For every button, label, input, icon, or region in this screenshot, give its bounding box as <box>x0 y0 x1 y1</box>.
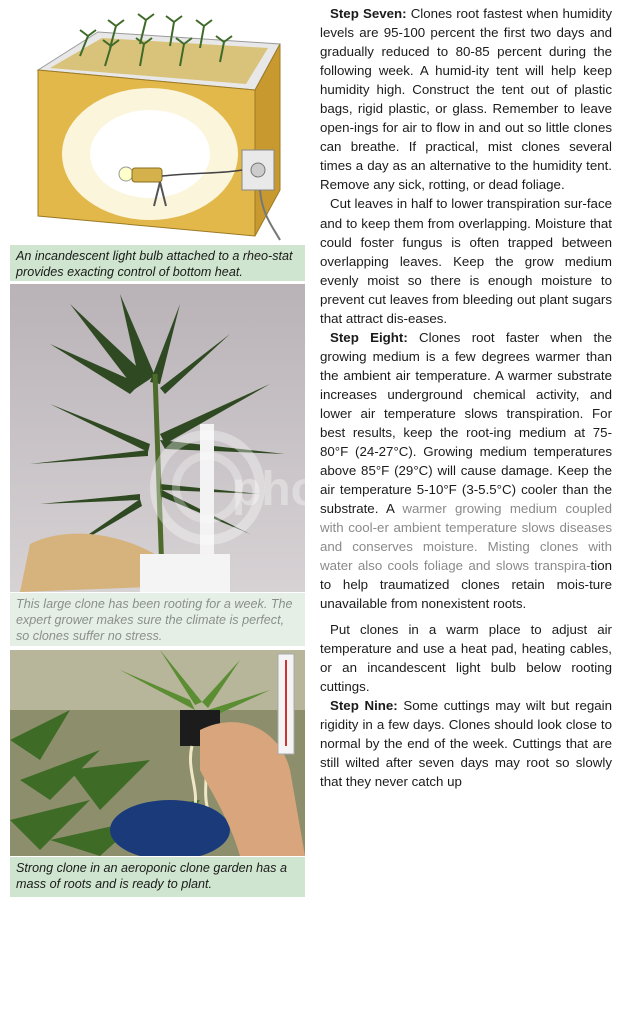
paragraph-text: Clones root faster when the growing medium is a few degrees warmer than the ambient air temperature. A warmer substrate increases underground chemical activity, and lower air temperature slows transpiration. For best results, keep the root-ing medium at 75-80°F (24-27°C). Growing medium temperatures above 85°F (29°C) will cause damage. Keep the air temperature 5-10°F (3-5.5°C) cooler than the substrate. A <box>320 329 612 517</box>
step-heading: Step Eight: <box>330 329 408 345</box>
watermark-text: pho <box>232 463 320 516</box>
large-clone-photo <box>10 284 305 592</box>
figure-caption: This large clone has been rooting for a week. The expert grower makes sure the climate is perfect, so clones suffer no stress. <box>10 593 305 646</box>
heat-box-illustration <box>10 4 305 244</box>
paragraph: Put clones in a warm place to adjust air temperature and use a heat pad, heating cables, or an incandescent light bulb below rooting cuttings. <box>320 621 612 694</box>
paragraph: Cut leaves in half to lower transpiration sur-face and to keep them from overlapping. Moisture that could foster fungus is often trapped between overlapping leaves. Keep the grow medium evenly moist so there is enough moisture to prevent cut leaves from bleeding out plant sugars that attract dis-eases. <box>320 196 612 326</box>
figure-large-clone <box>10 284 305 592</box>
figure-aeroponic-clone <box>10 650 305 856</box>
paragraph-text: Some cuttings may wilt but regain rigidity in a few days. Clones should look close to normal by the end of the week. Cuttings that are still wilted after seven days may root so slowly that they never catch up <box>320 697 612 789</box>
figure-heat-box <box>10 4 305 244</box>
paragraph-step-nine <box>320 696 612 791</box>
step-heading: Step Seven: <box>330 6 407 21</box>
paragraph-text: Clones root fastest when humidity levels are 95-100 percent the first two days and gradually reduced to 80-85 percent during the following week. A humid-ity tent will help keep humidity high. Construct the tent out of plastic bags, rigid plastic, or glass. Remember to leave open-ings for air to flow in and out so little clones can breathe. If practical, mist clones several times a day as an alternative to the humidity tent. Remove any sick, rotting, or dead foliage. <box>320 6 612 193</box>
paragraph-text-faded: warmer growing medium coupled with cool-er ambient temperature slows diseases and conserves moisture. Misting clones with water also cools foliage and slows transpira- <box>320 501 612 574</box>
article-body <box>320 4 612 791</box>
paragraph-step-seven <box>320 4 612 194</box>
figure-caption: An incandescent light bulb attached to a rheo-stat provides exacting control of bottom heat. <box>10 245 305 281</box>
figure-caption: Strong clone in an aeroponic clone garden has a mass of roots and is ready to plant. <box>10 857 305 897</box>
blank-margin <box>0 905 643 1023</box>
paragraph-step-eight <box>320 328 612 614</box>
step-heading: Step Nine: <box>330 697 398 713</box>
aeroponic-clone-photo <box>10 650 305 856</box>
paragraph-text: tion to help traumatized clones retain mois-ture unavailable from nonexistent roots. <box>320 558 612 612</box>
